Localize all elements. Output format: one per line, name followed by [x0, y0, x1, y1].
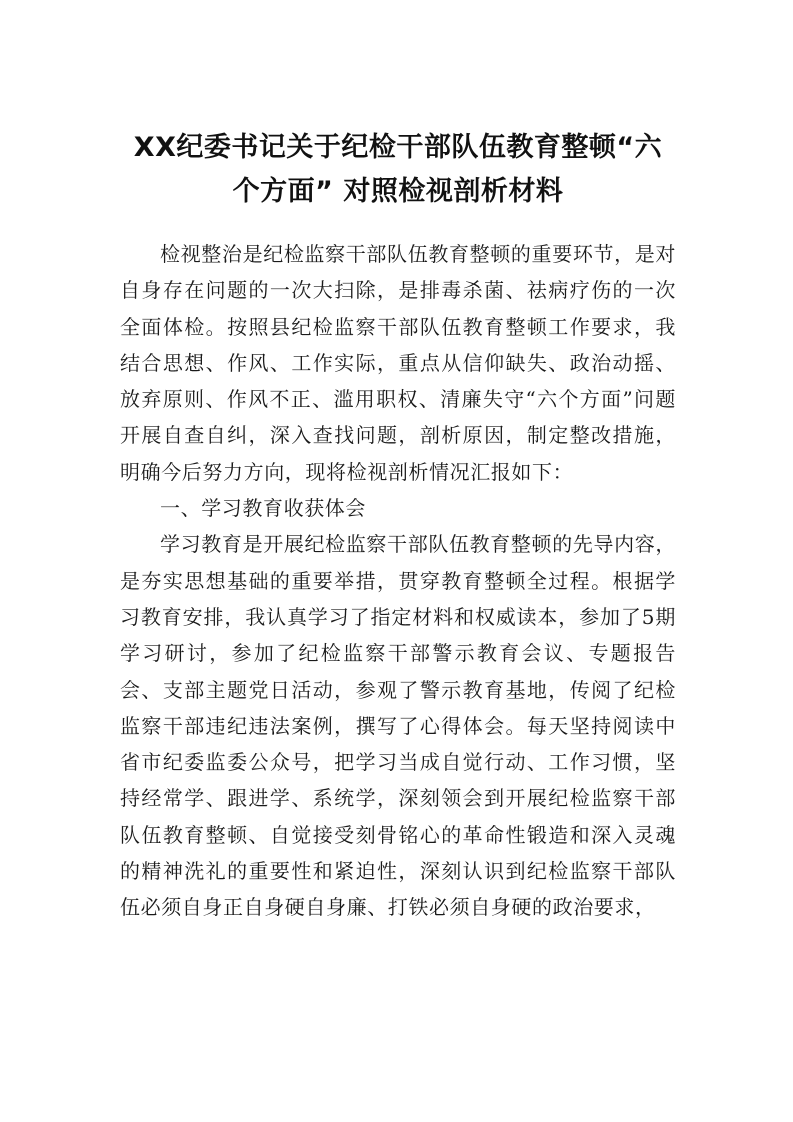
- document-title: [120, 126, 676, 214]
- title-line-1: XX纪委书记关于纪检干部队伍教育整顿“六: [133, 132, 663, 163]
- section-heading-1: 一、学习教育收获体会: [160, 496, 366, 521]
- title-line-2: 个方面” 对照检视剖析材料: [232, 176, 564, 207]
- intro-paragraph: 检视整治是纪检监察干部队伍教育整顿的重要环节，是对自身存在问题的一次大扫除，是排毒杀菌、祛病疗伤的一次全面体检。按照县纪检监察干部队伍教育整顿工作要求，我结合思想、作风、工作实际，重点从信仰缺失、政治动摇、放弃原则、作风不正、滥用职权、清廉失守“六个方面”问题开展自查自纠，深入查找问题，剖析原因，制定整改措施，明确今后努力方向，现将检视剖析情况汇报如下：: [120, 242, 676, 484]
- document-body: [120, 236, 676, 926]
- document-page: [120, 126, 676, 926]
- section-1-paragraph: 学习教育是开展纪检监察干部队伍教育整顿的先导内容，是夯实思想基础的重要举措，贯穿教育整顿全过程。根据学习教育安排，我认真学习了指定材料和权威读本，参加了5期学习研讨，参加了纪检监察干部警示教育会议、专题报告会、支部主题党日活动，参观了警示教育基地，传阅了纪检监察干部违纪违法案例，撰写了心得体会。每天坚持阅读中省市纪委监委公众号，把学习当成自觉行动、工作习惯，坚持经常学、跟进学、系统学，深刻领会到开展纪检监察干部队伍教育整顿、自觉接受刻骨铭心的革命性锻造和深入灵魂的精神洗礼的重要性和紧迫性，深刻认识到纪检监察干部队伍必须自身正自身硬自身廉、打铁必须自身硬的政治要求，: [120, 532, 676, 920]
